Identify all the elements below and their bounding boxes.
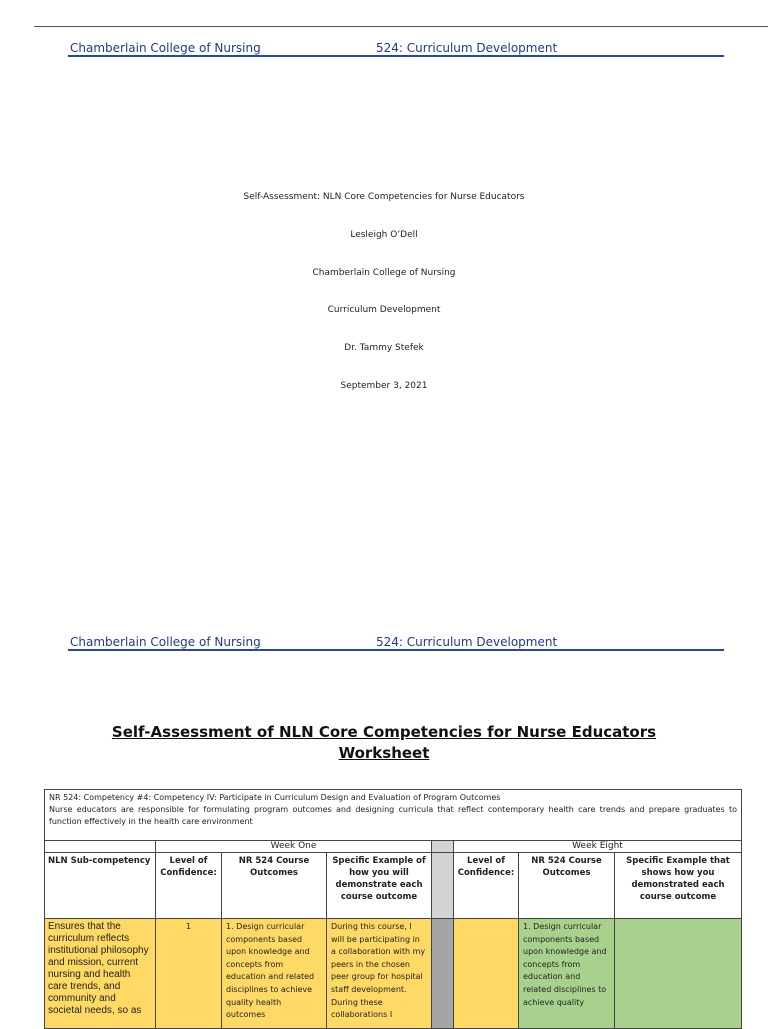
- title-page-title: Self-Assessment: NLN Core Competencies for Nurse Educators: [243, 192, 525, 202]
- worksheet-title-line2: Worksheet: [338, 744, 430, 762]
- competency-intro-cell: [45, 790, 742, 841]
- header-college: Chamberlain College of Nursing: [70, 41, 261, 55]
- week-eight-header: Week Eight: [454, 841, 742, 853]
- title-page-course: Curriculum Development: [327, 305, 441, 315]
- col-header-example-week-one: Specific Example of how you will demonstrate each course outcome: [327, 853, 432, 919]
- page-top-rule: [34, 26, 768, 27]
- title-page-instructor: Dr. Tammy Stefek: [344, 343, 424, 353]
- divider-cell: [432, 841, 454, 853]
- header-course: 524: Curriculum Development: [376, 635, 558, 649]
- col-header-sub-competency: NLN Sub-competency: [45, 853, 156, 919]
- title-page-institution: Chamberlain College of Nursing: [312, 268, 456, 278]
- col-header-example-week-eight: Specific Example that shows how you demonstrated each course outcome: [615, 853, 742, 919]
- level-week-eight-cell: [454, 919, 519, 1029]
- level-week-one-cell: 1: [156, 919, 222, 1029]
- example-week-one-cell: During this course, I will be participating in a collaboration with my peers in the chosen peer group for hospital staff development. During these collaborations I: [327, 919, 432, 1029]
- outcome-week-eight-cell: 1. Design curricular components based upon knowledge and concepts from education and related disciplines to achieve quality: [519, 919, 615, 1029]
- sub-competency-cell: Ensures that the curriculum reflects institutional philosophy and mission, current nursing and health care trends, and community and societal needs, so as: [45, 919, 156, 1029]
- header-college: Chamberlain College of Nursing: [70, 635, 261, 649]
- week-blank-cell: [45, 841, 156, 853]
- col-header-level-week-one: Level of Confidence:: [156, 853, 222, 919]
- worksheet-title-line1: Self-Assessment of NLN Core Competencies for Nurse Educators: [111, 723, 657, 741]
- page-header: [68, 33, 724, 57]
- col-header-outcomes-week-one: NR 524 Course Outcomes: [222, 853, 327, 919]
- divider-cell: [432, 919, 454, 1029]
- example-week-eight-cell: [615, 919, 742, 1029]
- competency-heading: NR 524: Competency #4: Competency IV: Participate in Curriculum Design and Evaluation of Program Outcomes: [49, 793, 501, 802]
- col-header-level-week-eight: Level of Confidence:: [454, 853, 519, 919]
- week-one-header: Week One: [156, 841, 432, 853]
- header-course: 524: Curriculum Development: [376, 41, 558, 55]
- divider-cell: [432, 853, 454, 919]
- title-page-author: Lesleigh O’Dell: [350, 230, 418, 240]
- competency-table: [44, 789, 742, 1029]
- worksheet-title: [0, 722, 768, 764]
- competency-description: Nurse educators are responsible for formulating program outcomes and designing curricula that reflect contemporary health care trends and prepare graduates to function effectively in the health care environment: [49, 805, 737, 826]
- page-header: [68, 627, 724, 651]
- title-page-date: September 3, 2021: [340, 381, 428, 391]
- outcome-week-one-cell: 1. Design curricular components based upon knowledge and concepts from education and related disciplines to achieve quality health outcomes: [222, 919, 327, 1029]
- col-header-outcomes-week-eight: NR 524 Course Outcomes: [519, 853, 615, 919]
